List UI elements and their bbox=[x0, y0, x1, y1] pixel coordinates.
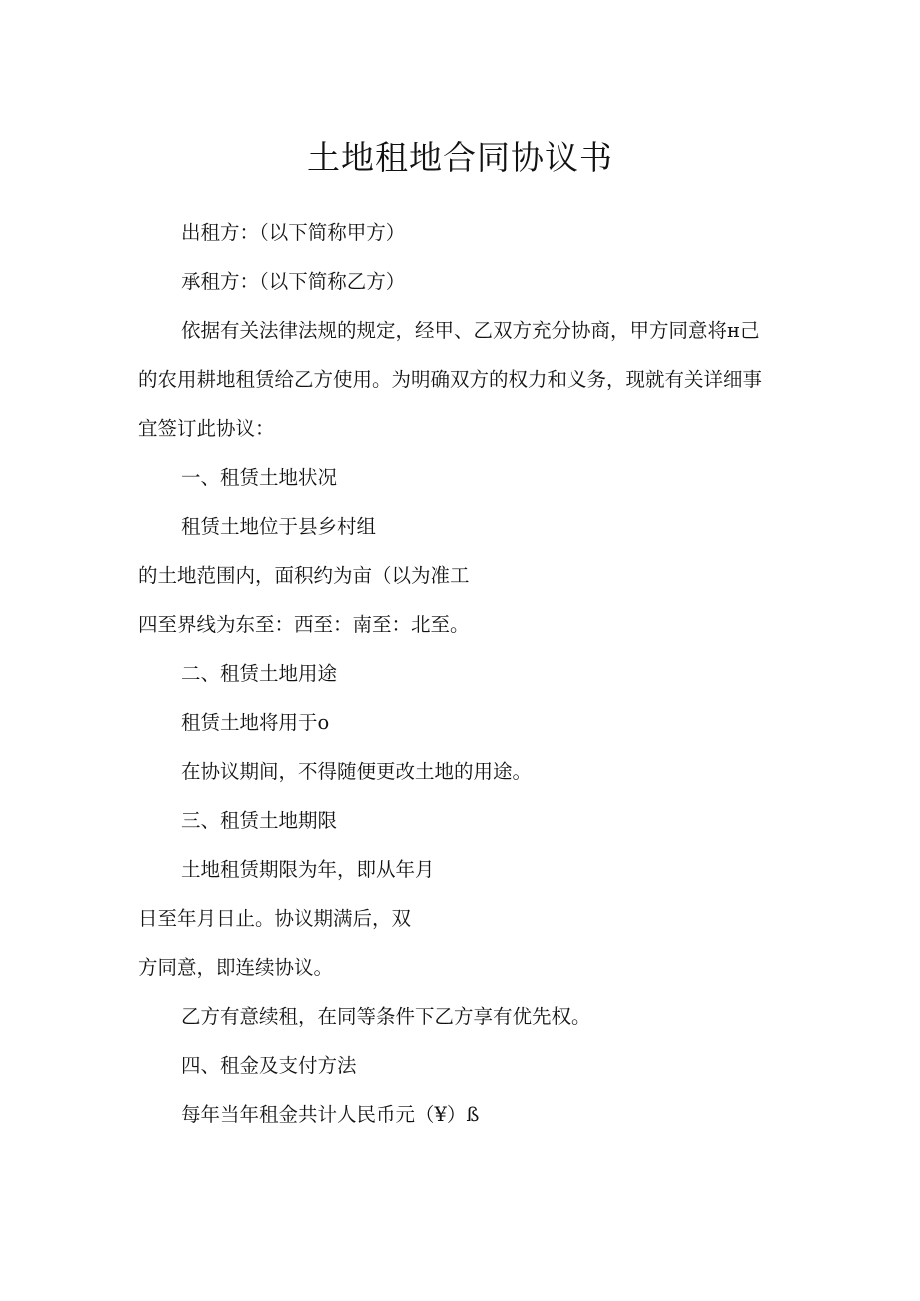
line-preamble-2: 的农用耕地租赁给乙方使用。为明确双方的权力和义务，现就有关详细事 bbox=[138, 368, 763, 391]
line-area: 的土地范围内，面积约为亩（以为准工 bbox=[138, 564, 470, 587]
line-term-1: 土地租赁期限为年，即从年月 bbox=[181, 858, 435, 881]
line-preamble-1: 依据有关法律法规的规定，经甲、乙双方充分协商，甲方同意将н己 bbox=[181, 319, 760, 342]
line-use-restriction: 在协议期间，不得随便更改土地的用途。 bbox=[181, 760, 533, 783]
line-lessee: 承租方：（以下简称乙方） bbox=[181, 270, 406, 293]
line-boundaries: 四至界线为东至：西至：南至：北至。 bbox=[138, 613, 470, 636]
section-heading-4: 四、租金及支付方法 bbox=[181, 1054, 357, 1077]
line-location: 租赁土地位于县乡村组 bbox=[181, 515, 377, 538]
line-rent: 每年当年租金共计人民币元（¥）ß bbox=[181, 1103, 480, 1126]
line-lessor: 出租方：（以下简称甲方） bbox=[181, 221, 406, 244]
line-term-2: 日至年月日止。协议期满后，双 bbox=[138, 907, 412, 930]
line-renewal: 乙方有意续租，在同等条件下乙方享有优先权。 bbox=[181, 1005, 591, 1028]
section-heading-1: 一、租赁土地状况 bbox=[181, 466, 338, 489]
line-use: 租赁土地将用于o bbox=[181, 711, 330, 734]
line-term-3: 方同意，即连续协议。 bbox=[138, 956, 334, 979]
section-heading-3: 三、租赁土地期限 bbox=[181, 809, 338, 832]
document-title: 土地租地合同协议书 bbox=[307, 138, 613, 177]
line-preamble-3: 宜签订此协议： bbox=[138, 417, 275, 440]
section-heading-2: 二、租赁土地用途 bbox=[181, 662, 338, 685]
